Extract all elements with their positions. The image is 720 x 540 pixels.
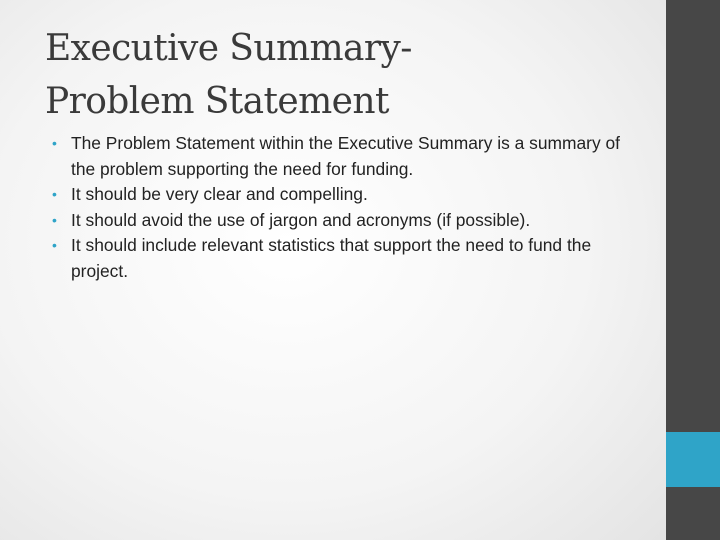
side-bar-accent	[666, 432, 720, 487]
bullet-text: The Problem Statement within the Executive Summary is a summary of the problem supporting the need for funding.	[71, 133, 620, 179]
bullet-item	[52, 182, 632, 208]
bullet-icon: •	[52, 135, 57, 151]
bullet-item	[52, 208, 632, 234]
bullet-item	[52, 131, 632, 182]
bullet-text: It should avoid the use of jargon and acronyms (if possible).	[71, 209, 531, 230]
bullet-icon: •	[52, 186, 57, 202]
bullet-text: It should include relevant statistics that support the need to fund the project.	[71, 235, 592, 281]
bullet-list	[52, 131, 632, 284]
slide-title	[45, 22, 645, 129]
bullet-icon: •	[52, 211, 57, 228]
title-line-2: Problem Statement	[45, 81, 389, 123]
bullet-item	[52, 233, 632, 284]
title-line-1: Executive Summary-	[45, 28, 412, 69]
bullet-icon: •	[52, 237, 57, 253]
bullet-text: It should be very clear and compelling.	[71, 184, 368, 204]
